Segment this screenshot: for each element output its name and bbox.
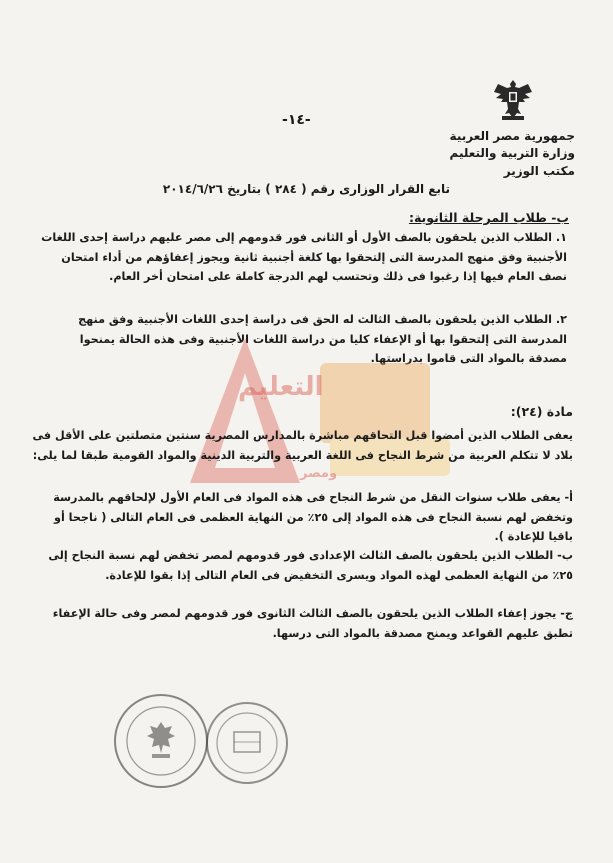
decision-reference xyxy=(150,182,450,196)
section-b-item: ١. الطلاب الذين يلحقون بالصف الأول أو الثانى فور قدومهم إلى مصر عليهم دراسة إحدى اللغات الأجنبية وفق منهج المدرسة التى إلتحقوا بها كلغة أجنبية ثانية ويجوز إعفاؤهم من أداء امتحان نصف العام فيها إذا رغبوا فى ذلك وتحتسب لهم الدرجة كاملة على امتحان أخر العام. xyxy=(41,231,567,284)
article-item: أ- يعفى طلاب سنوات النقل من شرط النجاح فى هذه المواد فى العام الأول لإلحاقهم بالمدرسة وتخفض لهم نسبة النجاح فى هذه المواد إلى ٢٥٪ من النهاية العظمى فى العام التالى ( ناجحا أو باقيا للإعادة ). xyxy=(53,491,573,544)
eagle-emblem-icon xyxy=(492,78,534,122)
watermark-subtext: ومصر xyxy=(300,466,338,481)
article-intro: يعفى الطلاب الذين أمضوا قبل التحاقهم مباشرة بالمدارس المصرية سنتين متصلتين على الأقل فى بلاد لا تتكلم العربية من شرط النجاح فى اللغة العربية والتربية الدينية والمواد القومية طبقا لما يلى: xyxy=(32,429,573,462)
decision-line: تابع القرار الوزارى رقم ( ٢٨٤ ) بتاريخ ٢٠١٤/٦/٢٦ xyxy=(162,182,450,196)
section-b-item: ٢. الطلاب الذين يلحقون بالصف الثالث له الحق فى دراسة إحدى اللغات الأجنبية وفق منهج المدرسة التى إلتحقوا بها أو الإعفاء كليا من دراسة اللغات الأجنبية وفى هذه الحالة يمنحوا مصدقة بالمواد التى قاموا بدراستها. xyxy=(78,313,567,366)
section-b-title: ب- طلاب المرحلة الثانوية: xyxy=(408,210,569,225)
republic-name: جمهورية مصر العربية xyxy=(449,129,575,143)
ministry-name: وزارة التربية والتعليم xyxy=(449,146,575,160)
ministry-seal-stamp xyxy=(112,692,210,790)
round-stamp xyxy=(204,700,290,786)
office-name: مكتب الوزير xyxy=(503,164,575,178)
article-item: ج- يجوز إعفاء الطلاب الذين يلحقون بالصف الثالث الثانوى فور قدومهم لمصر وفى حالة الإعفاء تطبق عليهم القواعد ويمنح مصدقة بالمواد التى درسها. xyxy=(52,607,573,640)
article-item: ب- الطلاب الذين يلحقون بالصف الثالث الإعدادى فور قدومهم لمصر تخفض لهم نسبة النجاح إلى ٢٥٪ من النهاية العظمى لهذه المواد ويسرى التخفيض فى العام التالى إذا بقوا للإعادة. xyxy=(48,549,573,582)
watermark-text: التعليم xyxy=(238,372,324,402)
article-title: مادة (٢٤): xyxy=(510,404,573,419)
page-number: -١٤- xyxy=(282,112,311,128)
